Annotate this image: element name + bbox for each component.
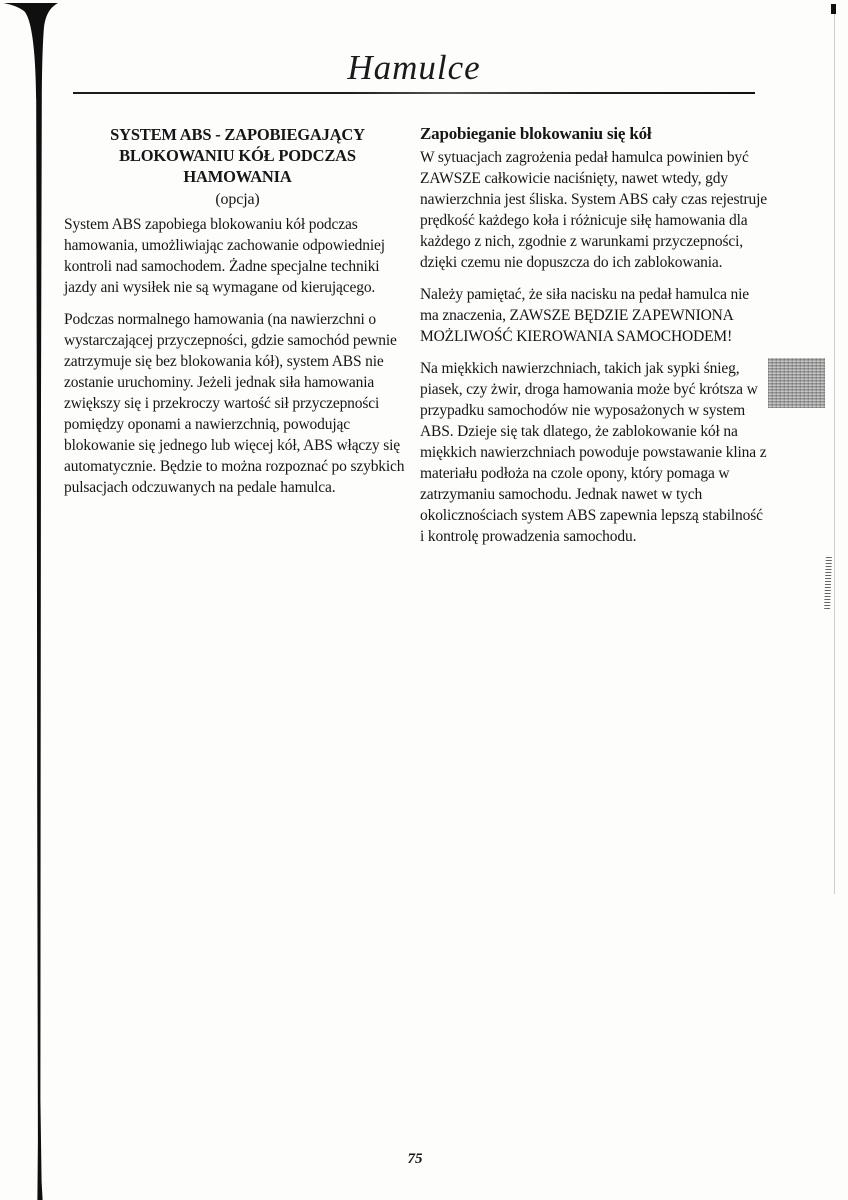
binding-edge-artifact bbox=[0, 0, 60, 1200]
paragraph: Należy pamiętać, że siła nacisku na pedał hamulca nie ma znaczenia, ZAWSZE BĘDZIE ZAPEWNIONA MOŻLIWOŚĆ KIEROWANIA SAMOCHODEM! bbox=[420, 286, 750, 345]
paragraph: Na miękkich nawierzchniach, takich jak sypki śnieg, piasek, czy żwir, droga hamowania może być krótsza w przypadku samochodów nie wyposażonych w system ABS. Dzieje się tak dlatego, że zablokowanie kół na miękkich nawierzchniach powoduje powstawanie klina z materiału podłoża na czole opony, który pomaga w zatrzymaniu samochodu. Jednak nawet w tych okolicznościach system ABS zapewnia lepszą stabilność i kontrolę prowadzenia samochodu. bbox=[420, 360, 767, 545]
section-heading-abs-line2: BLOKOWANIU KÓŁ PODCZAS HAMOWANIA bbox=[119, 146, 356, 186]
right-column bbox=[420, 124, 770, 558]
paragraph: System ABS zapobiega blokowaniu kół podczas hamowania, umożliwiając zachowanie odpowiedniej kontroli nad samochodem. Żadne specjalne techniki jazdy ani wysiłek nie są wymagane od kierującego. bbox=[64, 216, 385, 296]
scan-tick-mark bbox=[831, 4, 836, 14]
page-number: 75 bbox=[407, 1151, 423, 1167]
header-rule bbox=[73, 92, 755, 94]
section-subheading-option: (opcja) bbox=[215, 191, 260, 208]
binding-edge-shape bbox=[0, 0, 60, 1200]
paragraph: W sytuacjach zagrożenia pedał hamulca powinien być ZAWSZE całkowicie naciśnięty, nawet wtedy, gdy nawierzchnia jest śliska. System ABS cały czas rejestruje prędkość każdego koła i różnicuje siłę hamowania dla każdego z nich, zgodnie z warunkami przyczepności, dzięki czemu nie dopuszcza do ich zablokowania. bbox=[420, 149, 767, 271]
halftone-smudge bbox=[768, 358, 825, 408]
section-heading-blocking: Zapobieganie blokowaniu się kół bbox=[420, 124, 652, 143]
page-title: Hamulce bbox=[347, 48, 481, 87]
scan-edge-line bbox=[834, 14, 835, 894]
section-heading-abs-line1: SYSTEM ABS - ZAPOBIEGAJĄCY bbox=[110, 125, 365, 144]
paragraph: Podczas normalnego hamowania (na nawierzchni o wystarczającej przyczepności, gdzie samochód pewnie zatrzymuje się bez blokowania kół), system ABS nie zostanie uruchominy. Jeżeli jednak siła hamowania zwiększy się i przekroczy wartość sił przyczepności pomiędzy oponami a nawierzchnią, powodując blokowanie się jednego lub więcej kół, ABS włączy się automatycznie. Będzie to można rozpoznać po szybkich pulsacjach odczuwanych na pedale hamulca. bbox=[64, 311, 405, 496]
scan-scribble-mark bbox=[824, 557, 832, 609]
left-column bbox=[64, 124, 411, 509]
